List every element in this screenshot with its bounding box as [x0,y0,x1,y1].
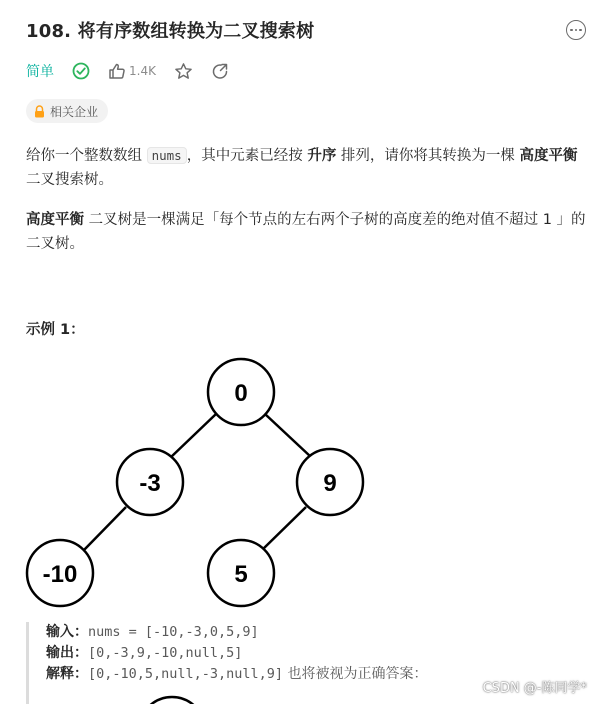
explanation-extra: 也将被视为正确答案： [287,666,428,682]
tree-edge [265,414,311,457]
watermark: CSDN @-陈同学* [482,681,587,696]
desc-text: ，其中元素已经按 [186,148,308,164]
input-value: nums = [-10,-3,0,5,9] [88,624,259,640]
problem-title: 108. 将有序数组转换为二叉搜索树 [26,21,315,42]
desc-text: 给你一个整数数组 [26,148,147,164]
output-value: [0,-3,9,-10,null,5] [88,645,243,661]
input-label: 输入： [46,624,88,640]
like-count: 1.4K [129,64,156,78]
desc-text: 二叉树是一棵满足「每个节点的左右两个子树的高度差的绝对值不超过 1 」的二叉树。 [26,212,586,252]
explanation-value: [0,-10,5,null,-3,null,9] [88,666,284,682]
tree-node-label: -10 [42,561,78,588]
tree-node-label: 0 [234,380,248,407]
desc-text: 二叉搜索树。 [26,172,113,188]
output-label: 输出： [46,645,88,661]
tree-node-label: 9 [323,470,337,497]
desc-bold: 高度平衡 [519,148,578,164]
tree-edge [170,414,216,458]
tree-edge [262,507,306,550]
tree-edge [84,507,126,550]
tree-node-label: 5 [234,561,248,588]
desc-bold: 高度平衡 [26,212,84,228]
desc-text: 排列，请你将其转换为一棵 [336,148,520,164]
example-title: 示例 1： [26,322,85,338]
example-input [46,622,586,643]
explanation-label: 解释： [46,666,88,682]
inline-code-nums: nums [147,147,187,164]
company-tag-label: 相关企业 [50,104,99,119]
desc-bold: 升序 [307,148,337,164]
difficulty-badge: 简单 [26,64,54,80]
tree-node-label: -3 [139,470,161,497]
example-output [46,643,586,664]
